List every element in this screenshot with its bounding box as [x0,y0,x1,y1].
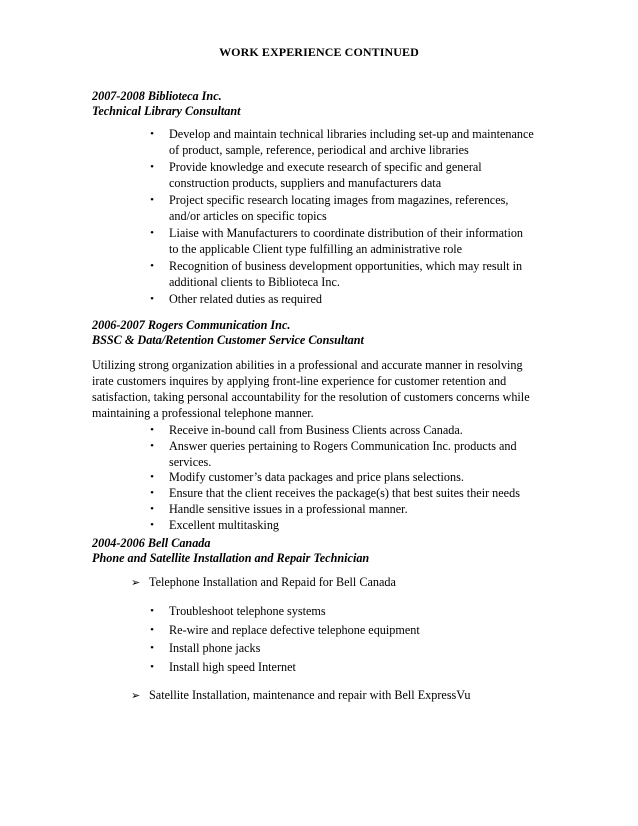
list-item: • Install phone jacks [147,640,487,656]
list-item: • Re-wire and replace defective telephone equipment [147,622,487,638]
list-item: • Develop and maintain technical libraries including set-up and maintenance of product, sample, reference, periodical and archive libraries [147,127,547,158]
bullet-icon: • [150,623,154,636]
bullet-icon: • [150,128,154,140]
bullet-icon: • [150,424,154,436]
list-item: • Liaise with Manufacturers to coordinate distribution of their information to the applicable Client type fulfilling an administrative role [147,226,547,257]
bullet-icon: • [150,194,154,206]
duties-list-bell [147,603,487,677]
list-item: • Project specific research locating images from magazines, references, and/or articles on specific topics [147,193,547,224]
list-item: • Recognition of business development opportunities, which may result in additional clients to Biblioteca Inc. [147,259,547,290]
list-item: • Excellent multitasking [147,518,557,534]
duties-list-biblioteca [147,127,547,310]
job-header-rogers [92,318,364,348]
list-item: • Modify customer’s data packages and price plans selections. [147,470,557,486]
job-period-company: 2006-2007 Rogers Communication Inc. [92,318,291,332]
list-item: • Install high speed Internet [147,659,487,675]
job-header-bell [92,536,369,566]
list-item: • Ensure that the client receives the package(s) that best suites their needs [147,486,557,502]
job-summary-rogers: Utilizing strong organization abilities in a professional and accurate manner in resolving irate customers inquires by applying front-line experience for customer retention and satisfaction, taking personal accountability for the resolution of customers concerns while maintaining a professional telephone manner. [92,358,530,420]
list-item: • Handle sensitive issues in a professional manner. [147,502,557,518]
arrow-bullet-icon: ➢ [131,577,141,589]
subsection-telephone: ➢ Telephone Installation and Repaid for Bell Canada [131,575,396,589]
bullet-icon: • [150,161,154,173]
bullet-icon: • [150,660,154,673]
bullet-icon: • [150,642,154,654]
job-role: BSSC & Data/Retention Customer Service Consultant [92,333,364,347]
bullet-icon: • [150,471,154,484]
bullet-icon: • [150,502,154,515]
arrow-bullet-icon: ➢ [131,690,141,702]
list-item: • Provide knowledge and execute research of specific and general construction products, suppliers and manufacturers data [147,160,547,191]
section-heading: WORK EXPERIENCE CONTINUED [219,45,419,59]
job-period-company: 2007-2008 Biblioteca Inc. [92,89,222,103]
bullet-icon: • [150,605,154,617]
bullet-icon: • [150,518,154,531]
bullet-icon: • [150,487,154,500]
bullet-icon: • [150,260,154,272]
job-role: Technical Library Consultant [92,104,241,118]
list-item: • Other related duties as required [147,292,547,308]
job-period-company: 2004-2006 Bell Canada [92,536,211,550]
job-header-biblioteca [92,89,241,119]
list-item: • Troubleshoot telephone systems [147,603,487,619]
bullet-icon: • [150,439,154,452]
list-item: • Receive in-bound call from Business Clients across Canada. [147,423,557,439]
bullet-icon: • [150,293,154,305]
subsection-satellite: ➢ Satellite Installation, maintenance and repair with Bell ExpressVu [131,688,471,702]
duties-list-rogers [147,423,557,534]
list-item: • Answer queries pertaining to Rogers Communication Inc. products and services. [147,439,557,471]
bullet-icon: • [150,227,154,239]
job-role: Phone and Satellite Installation and Repair Technician [92,551,370,565]
